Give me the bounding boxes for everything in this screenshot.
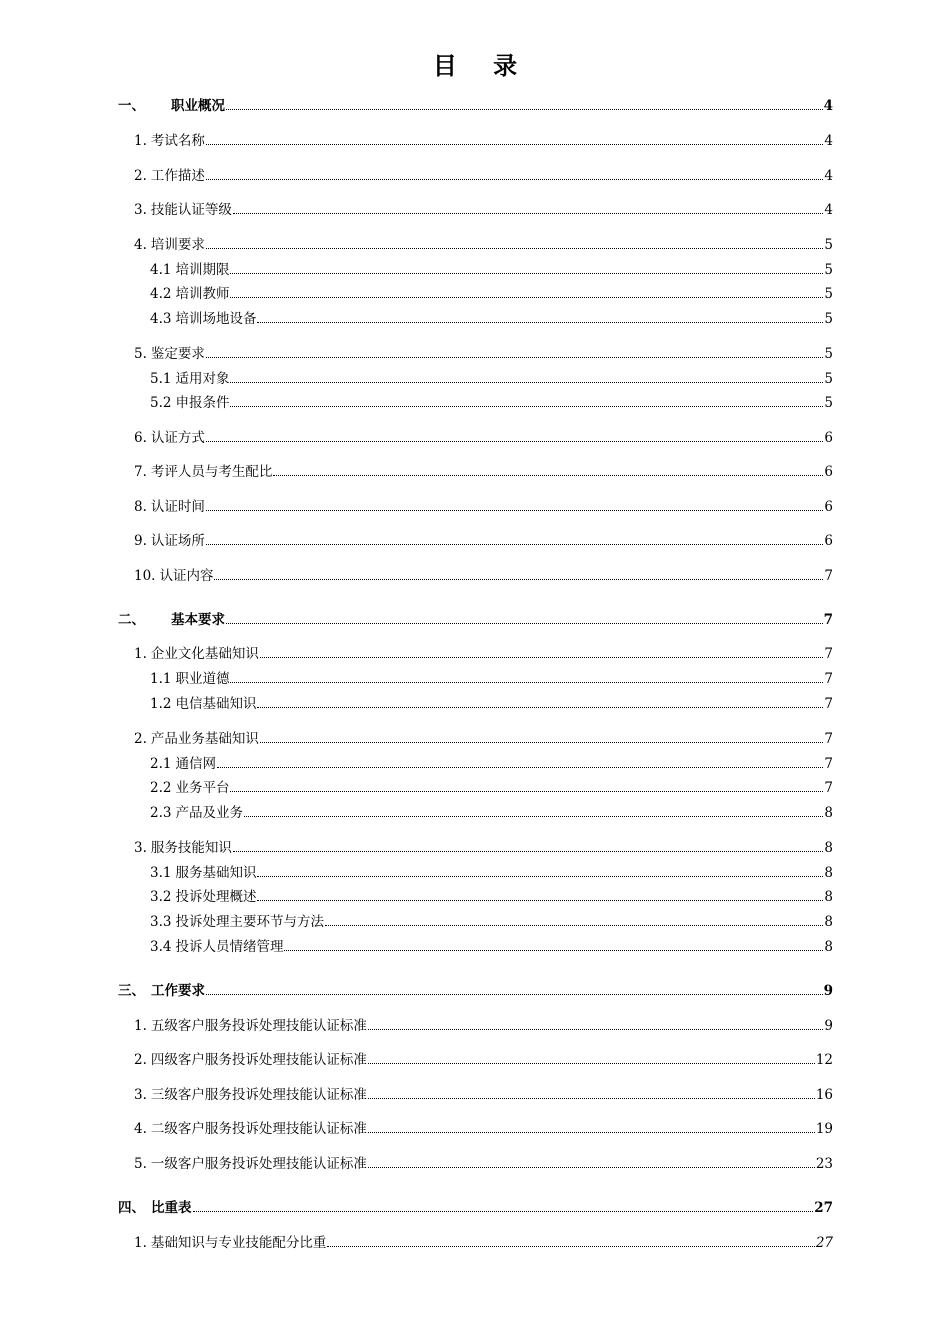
toc-entry-label: 申报条件 <box>175 395 230 411</box>
toc-entry-label: 认证内容 <box>159 568 214 584</box>
toc-chapter-entry[interactable] <box>118 94 833 114</box>
dot-leader <box>206 248 824 249</box>
toc-entry-number: 4. <box>134 237 147 253</box>
toc-entry-number: 4.3 <box>150 311 172 327</box>
toc-entry-page-number: 4 <box>824 133 833 149</box>
toc-entry[interactable] <box>134 495 833 515</box>
toc-entry[interactable] <box>150 367 833 387</box>
toc-entry-label: 认证场所 <box>150 533 205 549</box>
toc-entry-page-number: 8 <box>824 840 833 856</box>
dot-leader <box>230 382 823 383</box>
toc-entry-page-number: 7 <box>823 612 833 628</box>
dot-leader <box>368 1167 815 1168</box>
toc-entry-page-number: 8 <box>824 889 833 905</box>
dot-leader <box>217 767 823 768</box>
dot-leader <box>368 1063 815 1064</box>
toc-entry-number: 3.3 <box>150 914 172 930</box>
toc-entry[interactable] <box>134 1083 833 1103</box>
toc-entry-label: 培训要求 <box>150 237 205 253</box>
dot-leader <box>206 544 824 545</box>
toc-entry[interactable] <box>134 564 833 584</box>
toc-entry-number: 1. <box>134 133 147 149</box>
toc-entry-label: 三级客户服务投诉处理技能认证标准 <box>150 1087 367 1103</box>
dot-leader <box>193 1211 814 1212</box>
toc-entry-page-number: 6 <box>824 533 833 549</box>
toc-entry-number: 1.1 <box>150 671 172 687</box>
dot-leader <box>368 1098 815 1099</box>
toc-entry[interactable] <box>134 1048 833 1068</box>
toc-entry-page-number: 8 <box>824 805 833 821</box>
toc-entry-page-number: 7 <box>824 731 833 747</box>
dot-leader <box>214 579 823 580</box>
toc-entry[interactable] <box>134 198 833 218</box>
toc-entry-number: 5.1 <box>150 371 172 387</box>
toc-entry-page-number: 5 <box>824 311 833 327</box>
toc-entry-number: 2. <box>134 168 147 184</box>
toc-entry-number: 8. <box>134 499 147 515</box>
toc-entry[interactable] <box>134 233 833 253</box>
toc-entry-label: 培训期限 <box>175 262 230 278</box>
toc-entry[interactable] <box>150 692 833 712</box>
toc-entry[interactable] <box>150 910 833 930</box>
dot-leader <box>206 144 824 145</box>
toc-entry-page-number: 4 <box>823 98 833 114</box>
toc-entry-page-number: 8 <box>824 914 833 930</box>
toc-entry-number: 二、 <box>118 612 145 628</box>
toc-entry-number: 4.1 <box>150 262 172 278</box>
dot-leader <box>230 297 823 298</box>
toc-entry[interactable] <box>150 307 833 327</box>
toc-entry-label: 二级客户服务投诉处理技能认证标准 <box>150 1121 367 1137</box>
dot-leader <box>260 742 824 743</box>
toc-entry-page-number: 27 <box>815 1235 833 1251</box>
toc-entry-page-number: 5 <box>824 286 833 302</box>
dot-leader <box>230 273 823 274</box>
toc-entry-page-number: 6 <box>824 430 833 446</box>
toc-entry-label: 职业概况 <box>171 98 225 114</box>
toc-entry-page-number: 5 <box>824 371 833 387</box>
toc-entry-number: 10. <box>134 568 156 584</box>
toc-entry-page-number: 4 <box>824 168 833 184</box>
toc-entry-number: 4. <box>134 1121 147 1137</box>
toc-chapter-entry[interactable] <box>118 979 833 999</box>
dot-leader <box>206 179 824 180</box>
toc-entry-label: 五级客户服务投诉处理技能认证标准 <box>150 1018 367 1034</box>
toc-entry[interactable] <box>134 342 833 362</box>
toc-entry-label: 鉴定要求 <box>150 346 205 362</box>
toc-entry-label: 服务技能知识 <box>150 840 232 856</box>
toc-entry-page-number: 7 <box>824 780 833 796</box>
toc-entry[interactable] <box>150 776 833 796</box>
toc-entry-label: 认证时间 <box>150 499 205 515</box>
toc-entry-page-number: 9 <box>824 1018 833 1034</box>
toc-entry-label: 适用对象 <box>175 371 230 387</box>
toc-entry-number: 四、 <box>118 1200 145 1216</box>
toc-entry-label: 四级客户服务投诉处理技能认证标准 <box>150 1052 367 1068</box>
toc-entry-page-number: 9 <box>823 983 833 999</box>
toc-entry-label: 一级客户服务投诉处理技能认证标准 <box>150 1156 367 1172</box>
toc-entry-label: 投诉处理主要环节与方法 <box>175 914 324 930</box>
toc-entry-number: 7. <box>134 464 147 480</box>
toc-entry-page-number: 27 <box>814 1200 833 1216</box>
toc-entry[interactable] <box>150 801 833 821</box>
toc-entry-number: 三、 <box>118 983 145 999</box>
dot-leader <box>257 900 823 901</box>
dot-leader <box>226 623 823 624</box>
toc-entry-label: 比重表 <box>151 1200 192 1216</box>
toc-entry[interactable] <box>134 1117 833 1137</box>
toc-entry-page-number: 7 <box>824 756 833 772</box>
toc-entry-page-number: 6 <box>824 499 833 515</box>
toc-entry-number: 2.3 <box>150 805 172 821</box>
toc-entry-number: 1. <box>134 646 147 662</box>
toc-entry-label: 产品及业务 <box>175 805 243 821</box>
dot-leader <box>368 1132 815 1133</box>
toc-entry-label: 考评人员与考生配比 <box>150 464 273 480</box>
toc-entry-page-number: 6 <box>824 464 833 480</box>
toc-entry-label: 通信网 <box>175 756 216 772</box>
toc-entry-number: 一、 <box>118 98 145 114</box>
toc-entry-label: 服务基础知识 <box>175 865 257 881</box>
toc-entry-page-number: 7 <box>824 671 833 687</box>
dot-leader <box>257 876 823 877</box>
toc-entry-number: 5. <box>134 346 147 362</box>
toc-entry-label: 培训场地设备 <box>175 311 257 327</box>
toc-entry-number: 5. <box>134 1156 147 1172</box>
dot-leader <box>233 851 824 852</box>
dot-leader <box>273 475 823 476</box>
toc-entry-page-number: 19 <box>815 1121 833 1137</box>
dot-leader <box>257 707 823 708</box>
toc-entry-page-number: 12 <box>815 1052 833 1068</box>
toc-entry[interactable] <box>150 258 833 278</box>
toc-entry-page-number: 7 <box>824 568 833 584</box>
dot-leader <box>230 682 823 683</box>
toc-entry[interactable] <box>134 836 833 856</box>
toc-entry-number: 2.1 <box>150 756 172 772</box>
toc-entry-page-number: 23 <box>815 1156 833 1172</box>
page-title: 目 录 <box>432 52 532 80</box>
toc-entry[interactable] <box>150 935 833 955</box>
dot-leader <box>260 657 824 658</box>
dot-leader <box>206 510 824 511</box>
toc-entry[interactable] <box>134 129 833 149</box>
toc-entry-page-number: 4 <box>824 202 833 218</box>
toc-entry[interactable] <box>134 727 833 747</box>
toc-entry-number: 2.2 <box>150 780 172 796</box>
toc-entry-number: 1. <box>134 1235 147 1251</box>
toc-entry-page-number: 7 <box>824 646 833 662</box>
toc-entry-number: 5.2 <box>150 395 172 411</box>
toc-entry-label: 工作要求 <box>151 983 205 999</box>
toc-entry-label: 认证方式 <box>150 430 205 446</box>
toc-chapter-entry[interactable] <box>118 1196 833 1216</box>
toc-entry-label: 基础知识与专业技能配分比重 <box>150 1235 327 1251</box>
dot-leader <box>327 1246 814 1247</box>
toc-entry-label: 投诉人员情绪管理 <box>175 939 284 955</box>
toc-entry-number: 6. <box>134 430 147 446</box>
toc-entry[interactable] <box>134 1152 833 1172</box>
dot-leader <box>206 994 823 995</box>
toc-entry-page-number: 16 <box>815 1087 833 1103</box>
toc-entry[interactable] <box>134 426 833 446</box>
toc-entry-page-number: 7 <box>824 696 833 712</box>
dot-leader <box>226 109 823 110</box>
toc-entry-number: 3.2 <box>150 889 172 905</box>
toc-entry[interactable] <box>134 1231 833 1251</box>
toc-entry-number: 9. <box>134 533 147 549</box>
toc-entry[interactable] <box>150 752 833 772</box>
dot-leader <box>325 925 823 926</box>
toc-entry[interactable] <box>150 667 833 687</box>
toc-entry-label: 职业道德 <box>175 671 230 687</box>
dot-leader <box>257 322 823 323</box>
toc-entry-page-number: 5 <box>824 262 833 278</box>
dot-leader <box>230 406 823 407</box>
toc-entry-label: 产品业务基础知识 <box>150 731 259 747</box>
toc-entry-label: 业务平台 <box>175 780 230 796</box>
toc-entry-number: 3.1 <box>150 865 172 881</box>
toc-entry-page-number: 8 <box>824 865 833 881</box>
toc-entry-number: 4.2 <box>150 286 172 302</box>
toc-entry-label: 电信基础知识 <box>175 696 257 712</box>
toc-entry-label: 考试名称 <box>150 133 205 149</box>
toc-entry-number: 3. <box>134 202 147 218</box>
toc-entry-label: 投诉处理概述 <box>175 889 257 905</box>
toc-entry-number: 2. <box>134 1052 147 1068</box>
dot-leader <box>284 950 823 951</box>
toc-entry-number: 1.2 <box>150 696 172 712</box>
toc-entry-number: 3.4 <box>150 939 172 955</box>
toc-entry-label: 培训教师 <box>175 286 230 302</box>
toc-entry[interactable] <box>150 391 833 411</box>
toc-entry[interactable] <box>134 164 833 184</box>
toc-entry[interactable] <box>150 885 833 905</box>
toc-entry-number: 3. <box>134 1087 147 1103</box>
toc-entry[interactable] <box>150 861 833 881</box>
dot-leader <box>206 441 824 442</box>
toc-entry-page-number: 8 <box>824 939 833 955</box>
toc-entry[interactable] <box>134 529 833 549</box>
toc-entry-label: 工作描述 <box>150 168 205 184</box>
dot-leader <box>233 213 824 214</box>
toc-entry-number: 3. <box>134 840 147 856</box>
toc-entry-number: 2. <box>134 731 147 747</box>
toc-entry-page-number: 5 <box>824 237 833 253</box>
dot-leader <box>206 357 824 358</box>
toc-entry-label: 基本要求 <box>171 612 225 628</box>
toc-entry-page-number: 5 <box>824 346 833 362</box>
toc-entry[interactable] <box>134 460 833 480</box>
toc-entry-label: 企业文化基础知识 <box>150 646 259 662</box>
dot-leader <box>244 816 823 817</box>
toc-entry-number: 1. <box>134 1018 147 1034</box>
toc-entry[interactable] <box>134 1014 833 1034</box>
toc-entry-label: 技能认证等级 <box>150 202 232 218</box>
dot-leader <box>368 1029 824 1030</box>
dot-leader <box>230 791 823 792</box>
toc-entry[interactable] <box>134 642 833 662</box>
toc-entry-page-number: 5 <box>824 395 833 411</box>
toc-entry[interactable] <box>150 282 833 302</box>
toc-chapter-entry[interactable] <box>118 608 833 628</box>
